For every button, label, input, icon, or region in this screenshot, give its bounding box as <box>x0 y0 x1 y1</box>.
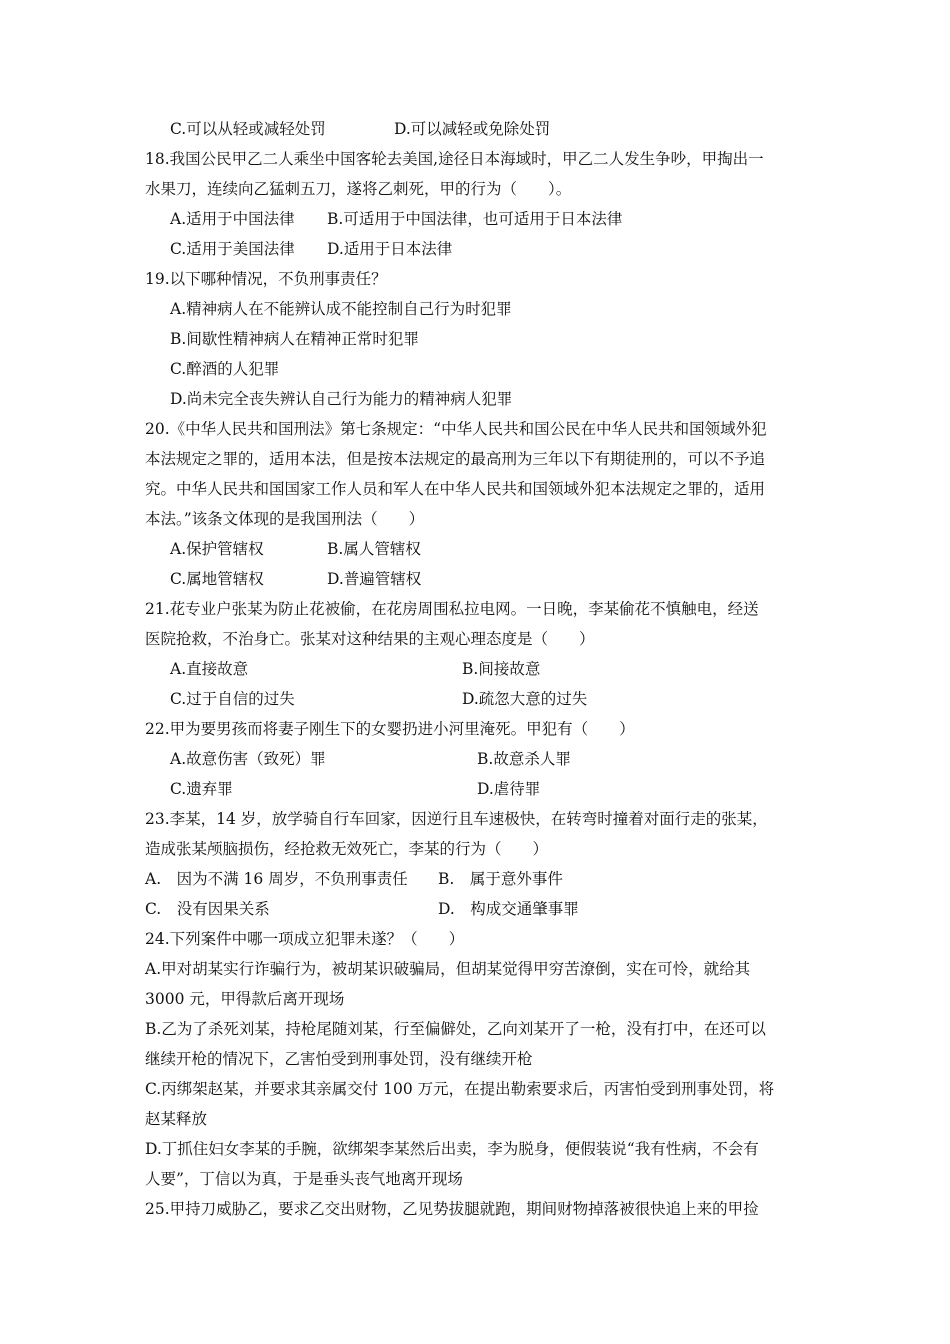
q19-option-d: D.尚未完全丧失辨认自己行为能力的精神病人犯罪 <box>170 390 513 408</box>
q20-stem-line3: 究。中华人民共和国国家工作人员和军人在中华人民共和国领域外犯本法规定之罪的，适用 <box>145 480 766 498</box>
q18-option-c: C.适用于美国法律 <box>170 240 295 258</box>
q22-option-d: D.虐待罪 <box>477 780 541 798</box>
q21-option-a: A.直接故意 <box>170 660 249 678</box>
q18-stem-line1: 18.我国公民甲乙二人乘坐中国客轮去美国,途径日本海域时，甲乙二人发生争吵，甲掏出一 <box>145 150 764 168</box>
q24-option-c-line2: 赵某释放 <box>145 1110 208 1128</box>
q24-option-a-line1: A.甲对胡某实行诈骗行为，被胡某识破骗局，但胡某觉得甲穷苦潦倒，实在可怜，就给其 <box>145 960 751 978</box>
q20-stem-line4: 本法。”该条文体现的是我国刑法（ ） <box>145 510 425 528</box>
q25-stem-line1: 25.甲持刀威胁乙，要求乙交出财物，乙见势拔腿就跑，期间财物掉落被很快追上来的甲捡 <box>145 1200 759 1218</box>
q24-option-b-line2: 继续开枪的情况下，乙害怕受到刑事处罚，没有继续开枪 <box>145 1050 533 1068</box>
q24-option-b-line1: B.乙为了杀死刘某，持枪尾随刘某，行至偏僻处，乙向刘某开了一枪，没有打中，在还可以 <box>145 1020 766 1038</box>
q18-stem-line2: 水果刀，连续向乙猛刺五刀，遂将乙刺死，甲的行为（ ）。 <box>145 180 572 198</box>
q20-stem-line2: 本法规定之罪的，适用本法，但是按本法规定的最高刑为三年以下有期徒刑的，可以不予追 <box>145 450 766 468</box>
q23-option-a: A. 因为不满 16 周岁，不负刑事责任 <box>145 870 408 888</box>
q19-option-a: A.精神病人在不能辨认成不能控制自己行为时犯罪 <box>170 300 512 318</box>
q20-option-b: B.属人管辖权 <box>327 540 421 558</box>
q19-option-b: B.间歇性精神病人在精神正常时犯罪 <box>170 330 419 348</box>
q21-option-b: B.间接故意 <box>462 660 541 678</box>
q24-option-c-line1: C.丙绑架赵某，并要求其亲属交付 100 万元，在提出勒索要求后，丙害怕受到刑事处罚，将 <box>145 1080 775 1098</box>
q20-option-a: A.保护管辖权 <box>170 540 264 558</box>
q23-option-c: C. 没有因果关系 <box>145 900 270 918</box>
q23-option-d: D. 构成交通肇事罪 <box>438 900 579 918</box>
q22-option-b: B.故意杀人罪 <box>477 750 571 768</box>
q24-option-d-line1: D.丁抓住妇女李某的手腕，欲绑架李某然后出卖，李为脱身，便假装说“我有性病，不会有 <box>145 1140 759 1158</box>
q23-option-b: B. 属于意外事件 <box>438 870 563 888</box>
q20-option-c: C.属地管辖权 <box>170 570 264 588</box>
q24-option-d-line2: 人要”，丁信以为真，于是垂头丧气地离开现场 <box>145 1170 463 1188</box>
q22-option-a: A.故意伤害（致死）罪 <box>170 750 326 768</box>
q22-stem: 22.甲为要男孩而将妻子刚生下的女婴扔进小河里淹死。甲犯有（ ） <box>145 720 635 738</box>
q23-stem-line2: 造成张某颅脑损伤，经抢救无效死亡，李某的行为（ ） <box>145 840 549 858</box>
q18-option-d: D.适用于日本法律 <box>327 240 453 258</box>
q22-option-c: C.遗弃罪 <box>170 780 233 798</box>
q21-stem-line1: 21.花专业户张某为防止花被偷，在花房周围私拉电网。一日晚，李某偷花不慎触电，经送 <box>145 600 759 618</box>
q23-stem-line1: 23.李某，14 岁，放学骑自行车回家，因逆行且车速极快，在转弯时撞着对面行走的张某， <box>145 810 768 828</box>
q17-option-c: C.可以从轻或减轻处罚 <box>170 120 326 138</box>
q21-option-c: C.过于自信的过失 <box>170 690 295 708</box>
q18-option-b: B.可适用于中国法律，也可适用于日本法律 <box>327 210 623 228</box>
q19-stem: 19.以下哪种情况，不负刑事责任？ <box>145 270 387 288</box>
q24-option-a-line2: 3000 元，甲得款后离开现场 <box>145 990 345 1008</box>
q24-stem: 24.下列案件中哪一项成立犯罪未遂？（ ） <box>145 930 465 948</box>
q18-option-a: A.适用于中国法律 <box>170 210 295 228</box>
q17-option-d: D.可以减轻或免除处罚 <box>394 120 551 138</box>
q20-option-d: D.普遍管辖权 <box>327 570 422 588</box>
q20-stem-line1: 20.《中华人民共和国刑法》第七条规定：“中华人民共和国公民在中华人民共和国领域外犯 <box>145 420 767 438</box>
q21-stem-line2: 医院抢救，不治身亡。张某对这种结果的主观心理态度是（ ） <box>145 630 595 648</box>
q19-option-c: C.醉酒的人犯罪 <box>170 360 280 378</box>
q21-option-d: D.疏忽大意的过失 <box>462 690 588 708</box>
